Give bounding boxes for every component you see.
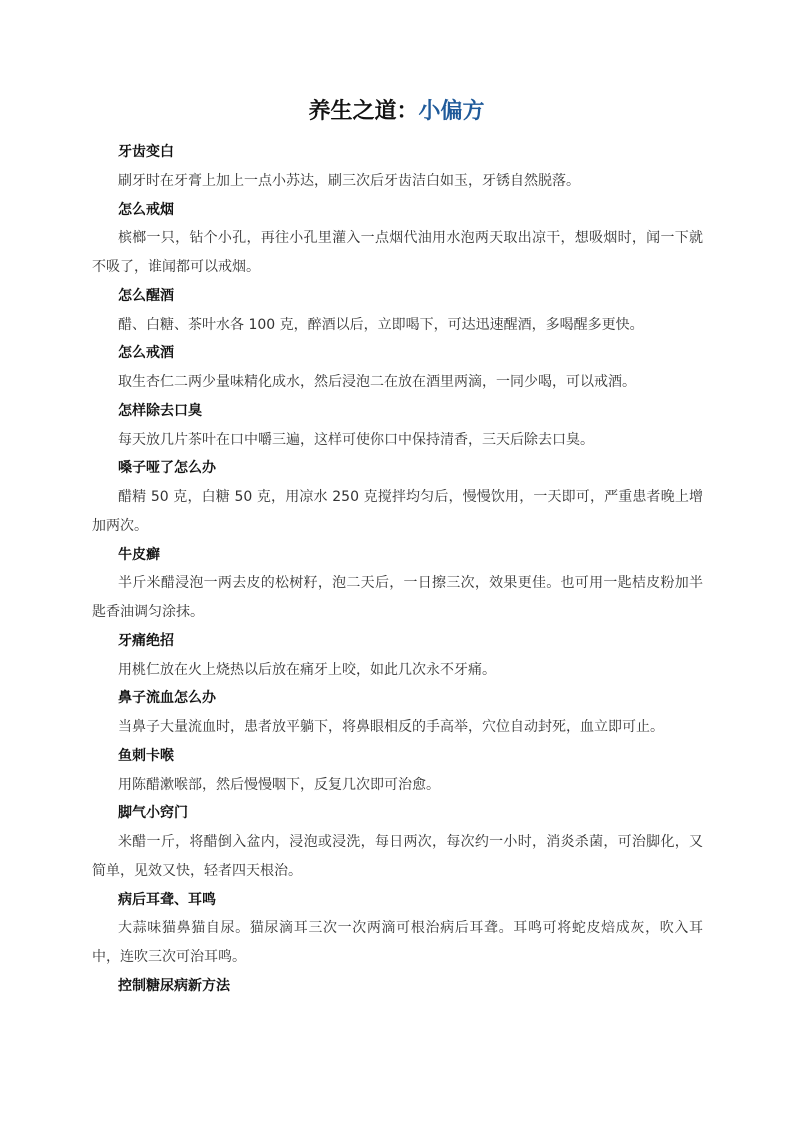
- section-body: 槟榔一只，钻个小孔，再往小孔里灌入一点烟代油用水泡两天取出凉干，想吸烟时，闻一下就不吸了，谁闻都可以戒烟。: [92, 230, 703, 275]
- section-body: 刷牙时在牙膏上加上一点小苏达，刷三次后牙齿洁白如玉，牙锈自然脱落。: [118, 172, 580, 189]
- page-title: [0, 96, 793, 128]
- section-body: 用陈醋漱喉部，然后慢慢咽下，反复几次即可治愈。: [118, 776, 440, 793]
- section-body: 醋、白糖、茶叶水各 100 克，醉酒以后，立即喝下，可达迅速醒酒，多喝醒多更快。: [118, 316, 644, 333]
- section-heading: 怎么醒酒: [118, 287, 174, 304]
- section-heading: 怎么戒酒: [118, 345, 174, 362]
- section-body: 醋精 50 克，白糖 50 克，用凉水 250 克搅拌均匀后，慢慢饮用，一天即可，严重患者晚上增加两次。: [92, 489, 703, 534]
- section-heading: 鼻子流血怎么办: [118, 690, 216, 707]
- section-heading: 牛皮癣: [118, 546, 160, 563]
- section-body: 半斤米醋浸泡一两去皮的松树籽，泡二天后，一日擦三次，效果更佳。也可用一匙桔皮粉加半匙香油调匀涂抹。: [92, 575, 703, 620]
- document-body: [92, 138, 703, 1001]
- section-body: 米醋一斤，将醋倒入盆内，浸泡或浸洗，每日两次，每次约一小时，消炎杀菌，可治脚化，又简单，见效又快，轻者四天根治。: [92, 834, 703, 879]
- section-heading: 控制糖尿病新方法: [118, 977, 230, 994]
- section-body: 每天放几片茶叶在口中嚼三遍，这样可使你口中保持清香，三天后除去口臭。: [118, 431, 594, 448]
- section-heading: 病后耳聋、耳鸣: [118, 891, 216, 908]
- title-main: 养生之道：: [308, 99, 419, 124]
- section-heading: 牙痛绝招: [118, 632, 174, 649]
- section-body: 用桃仁放在火上烧热以后放在痛牙上咬，如此几次永不牙痛。: [118, 661, 496, 678]
- section-heading: 嗓子哑了怎么办: [118, 460, 216, 477]
- section-heading: 怎样除去口臭: [118, 402, 202, 419]
- title-accent: 小偏方: [418, 99, 485, 124]
- section-body: 当鼻子大量流血时，患者放平躺下，将鼻眼相反的手高举，穴位自动封死，血立即可止。: [118, 719, 664, 735]
- section-body: 取生杏仁二两少量味精化成水，然后浸泡二在放在酒里两滴，一同少喝，可以戒酒。: [118, 374, 636, 390]
- section-heading: 怎么戒烟: [118, 201, 174, 218]
- section-heading: 牙齿变白: [118, 144, 174, 160]
- section-heading: 鱼刺卡喉: [118, 747, 174, 764]
- section-heading: 脚气小窍门: [118, 805, 188, 822]
- section-body: 大蒜味猫鼻猫自尿。猫尿滴耳三次一次两滴可根治病后耳聋。耳鸣可将蛇皮焙成灰，吹入耳中，连吹三次可治耳鸣。: [92, 920, 703, 965]
